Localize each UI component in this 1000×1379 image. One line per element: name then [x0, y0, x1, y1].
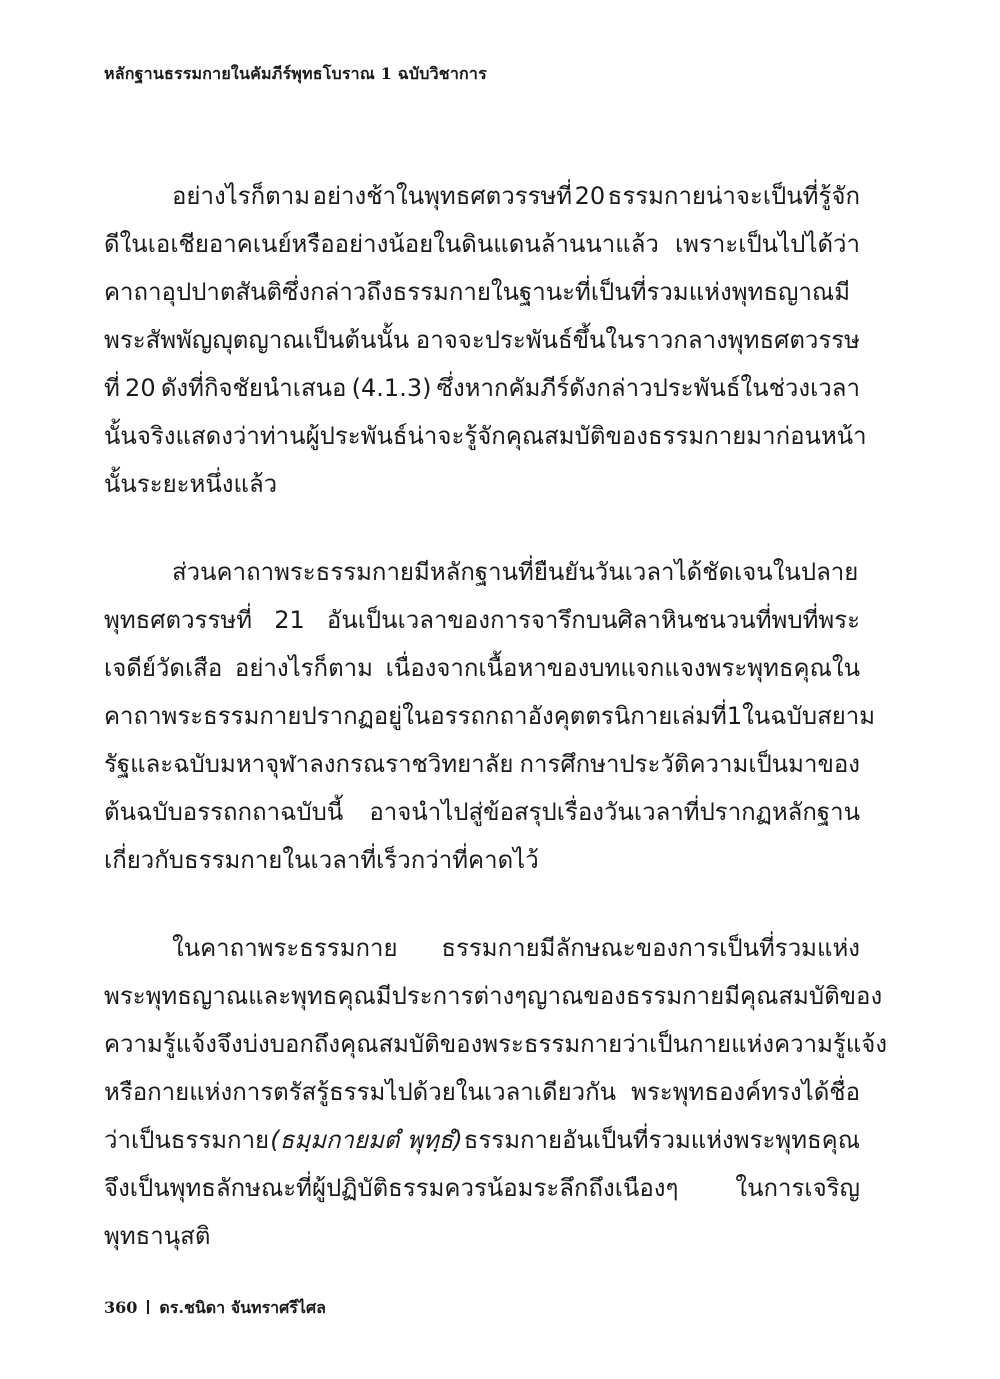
text-line: พระพุทธญาณและพุทธคุณมีประการต่างๆ ญาณของธรรมกายมีคุณสมบัติของ	[104, 982, 883, 1010]
text-line: เจดีย์วัดเสือ อย่างไรก็ตาม เนื่องจากเนื้อหาของบทแจกแจงพระพุทธคุณใน	[104, 654, 860, 682]
running-header: หลักฐานธรรมกายในคัมภีร์พุทธโบราณ 1 ฉบับวิชาการ	[104, 64, 487, 83]
text-line: ในคาถาพระธรรมกาย ธรรมกายมีลักษณะของการเป็นที่รวมแห่ง	[172, 934, 860, 962]
text-line: พุทธศตวรรษที่ 21 อันเป็นเวลาของการจารึกบนศิลาหินชนวนที่พบที่พระ	[104, 606, 860, 634]
text-line: ส่วนคาถาพระธรรมกายมีหลักฐานที่ยืนยันวันเวลาได้ชัดเจนในปลาย	[172, 558, 859, 586]
paragraph	[104, 172, 867, 508]
text-line: คาถาอุปปาตสันติซึ่งกล่าวถึงธรรมกายในฐานะที่เป็นที่รวมแห่งพุทธญาณมี	[104, 278, 851, 306]
text-line: พุทธานุสติ	[104, 1222, 211, 1250]
footer-separator	[147, 1300, 149, 1314]
pali-quote: (ธมฺมกายมตํ พุทฺธํ)	[270, 1126, 463, 1154]
text-line: พระสัพพัญญุตญาณเป็นต้นนั้น อาจจะประพันธ์ขึ้นในราวกลางพุทธศตวรรษ	[104, 326, 860, 354]
text-line: ที่ 20 ดังที่กิจชัยนำเสนอ (4.1.3) ซึ่งหากคัมภีร์ดังกล่าวประพันธ์ในช่วงเวลา	[104, 374, 860, 402]
page-footer	[104, 1296, 326, 1321]
text-line: นั้นจริง แสดงว่าท่านผู้ประพันธ์น่าจะรู้จักคุณสมบัติของธรรมกายมาก่อนหน้า	[104, 422, 867, 450]
text-line: คาถาพระธรรมกายปรากฏอยู่ในอรรถกถาอังคุตตรนิกายเล่มที่ 1 ในฉบับสยาม	[104, 702, 876, 730]
author-name: ดร.ชนิดา จันทราศรีไศล	[159, 1298, 326, 1317]
text-line: หรือกายแห่งการตรัสรู้ธรรมไปด้วยในเวลาเดียวกัน พระพุทธองค์ทรงได้ชื่อ	[104, 1078, 860, 1106]
text-line: รัฐและฉบับมหาจุฬาลงกรณราชวิทยาลัย การศึกษาประวัติความเป็นมาของ	[104, 750, 860, 778]
paragraph	[104, 924, 888, 1260]
text-line: ดีในเอเชียอาคเนย์หรืออย่างน้อยในดินแดนล้านนาแล้ว เพราะเป็นไปได้ว่า	[104, 230, 860, 258]
body-text	[104, 172, 888, 1300]
paragraph	[104, 548, 876, 884]
text-line: ว่าเป็นธรรมกาย (ธมฺมกายมตํ พุทฺธํ) ธรรมกายอันเป็นที่รวมแห่งพระพุทธคุณ	[104, 1116, 860, 1164]
page-number: 360	[104, 1298, 138, 1317]
text-line: ความรู้แจ้ง จึงบ่งบอกถึงคุณสมบัติของพระธรรมกายว่าเป็นกายแห่งความรู้แจ้ง	[104, 1030, 888, 1058]
text-line: เกี่ยวกับธรรมกายในเวลาที่เร็วกว่าที่คาดไว้	[104, 846, 539, 874]
text-line: อย่างไรก็ตาม อย่างช้าในพุทธศตวรรษที่ 20 ธรรมกายน่าจะเป็นที่รู้จัก	[172, 182, 860, 210]
text-line: นั้นระยะหนึ่งแล้ว	[104, 470, 278, 498]
text-line: ต้นฉบับอรรถกถาฉบับนี้ อาจนำไปสู่ข้อสรุปเรื่องวันเวลาที่ปรากฏหลักฐาน	[104, 798, 860, 826]
text-line: จึงเป็นพุทธลักษณะที่ผู้ปฏิบัติธรรมควรน้อมระลึกถึงเนืองๆ ในการเจริญ	[104, 1174, 860, 1202]
